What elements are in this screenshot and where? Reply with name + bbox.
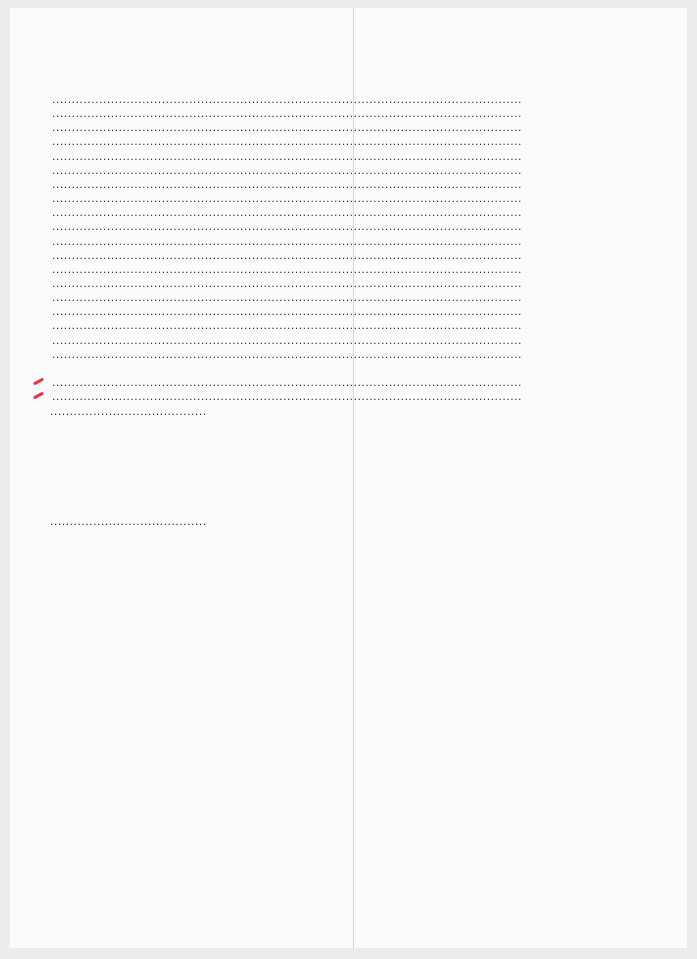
seafood-platter-row xyxy=(50,514,369,528)
menu-item-row xyxy=(52,148,522,163)
menu-item-row xyxy=(52,219,522,234)
menu-item-row xyxy=(52,162,522,177)
leader-dots: ........................................................................................................................ xyxy=(52,290,522,305)
leader-dots: ........................................................................................................................ xyxy=(52,120,522,135)
leader-dots: ........................................ xyxy=(50,404,207,418)
menu-item-row xyxy=(52,346,522,361)
menu-item-row xyxy=(52,191,522,206)
leader-dots: ........................................................................................................................ xyxy=(52,233,522,248)
menu-item-row xyxy=(52,304,522,319)
menu-item-row xyxy=(52,361,371,375)
leader-dots: ........................................................................................................................ xyxy=(52,134,522,149)
menu-item-row xyxy=(52,389,522,403)
leader-dots: ........................................................................................................................ xyxy=(52,176,522,191)
menu-item-row xyxy=(52,120,522,135)
leader-dots: ........................................................................................................................ xyxy=(52,346,522,361)
leader-dots: ........................................................................................................................ xyxy=(52,375,522,389)
menu-item-row xyxy=(52,134,522,149)
menu-item-row xyxy=(52,290,522,305)
hot-pepper-icon xyxy=(33,392,44,399)
leader-dots: ........................................................................................................................ xyxy=(52,304,522,319)
menu-item-row xyxy=(52,318,522,333)
leader-dots: ........................................................................................................................ xyxy=(52,148,522,163)
menu-item-row xyxy=(52,375,522,389)
menu-item-row xyxy=(52,247,522,262)
menu-item-row xyxy=(52,275,522,290)
leader-dots: ........................................................................................................................ xyxy=(52,162,522,177)
menu-item-row xyxy=(52,106,522,121)
leader-dots: ........................................................................................................................ xyxy=(52,205,522,220)
menu-item-row xyxy=(52,332,522,347)
leader-dots: ........................................................................................................................ xyxy=(52,318,522,333)
pupu-platter-row-2 xyxy=(50,418,369,432)
leader-dots: ........................................................................................................................ xyxy=(52,106,522,121)
menu-item-row xyxy=(52,233,522,248)
leader-dots: ........................................................................................................................ xyxy=(52,191,522,206)
leader-dots: ........................................................................................................................ xyxy=(52,92,522,106)
menu-item-row xyxy=(52,176,522,191)
leader-dots: ........................................................................................................................ xyxy=(52,275,522,290)
leader-dots: ........................................................................................................................ xyxy=(52,261,522,276)
menu-item-row xyxy=(52,261,522,276)
hot-pepper-icon xyxy=(33,378,44,385)
leader-dots: ........................................................................................................................ xyxy=(52,332,522,347)
leader-dots: ........................................................................................................................ xyxy=(52,219,522,234)
leader-dots: ........................................ xyxy=(50,514,207,528)
menu-item-row xyxy=(52,92,522,106)
leader-dots: ........................................................................................................................ xyxy=(52,247,522,262)
pupu-platter-row xyxy=(50,404,369,418)
menu-item-row xyxy=(52,205,522,220)
leader-dots: ........................................................................................................................ xyxy=(52,389,522,403)
